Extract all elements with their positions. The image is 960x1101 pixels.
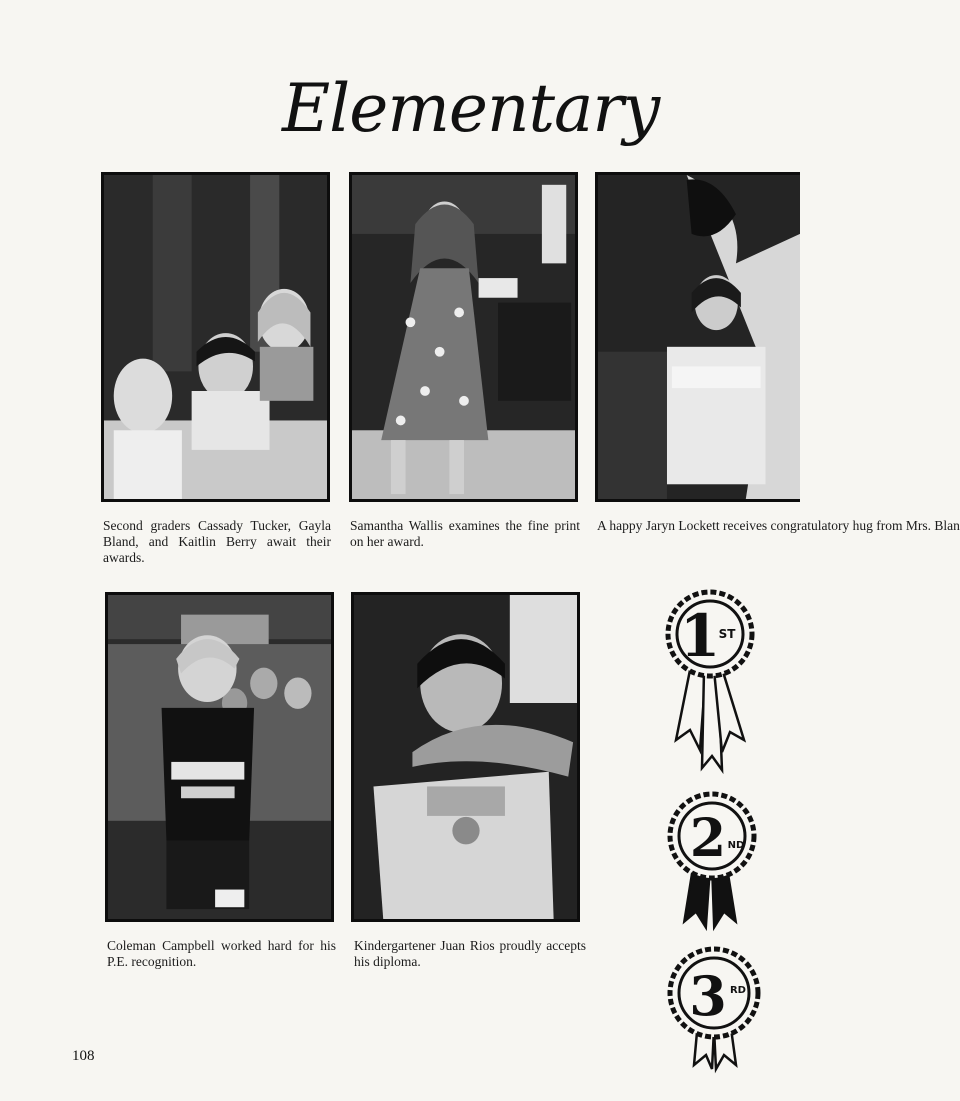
ribbon-numeral: 3: [689, 964, 727, 1028]
caption-jaryn-lockett: A happy Jaryn Lockett receives congratulatory hug from Mrs. Blan: [597, 518, 960, 533]
page-title: Elementary: [282, 70, 660, 147]
ribbon-numeral: 2: [689, 808, 727, 869]
caption-second-graders: Second graders Cassady Tucker, Gayla Bland, and Kaitlin Berry await their awards.: [103, 518, 331, 565]
caption-coleman-campbell: Coleman Campbell worked hard for his P.E. recognition.: [107, 938, 336, 969]
caption-juan-rios: Kindergartener Juan Rios proudly accepts his diploma.: [354, 938, 586, 969]
photo-samantha-wallis: [349, 172, 578, 502]
second-place-ribbon: [664, 790, 760, 930]
third-place-ribbon: [664, 945, 764, 1071]
ribbon-suffix: ST: [718, 627, 736, 641]
ribbon-numeral: 1: [679, 602, 721, 670]
photo-juan-rios: [351, 592, 580, 922]
page-number: 108: [72, 1048, 95, 1064]
photo-second-graders: [101, 172, 330, 502]
photo-jaryn-lockett: [595, 172, 800, 502]
photo-coleman-campbell: [105, 592, 334, 922]
first-place-ribbon: [662, 590, 758, 772]
ribbon-suffix: ND: [727, 840, 745, 851]
caption-samantha-wallis: Samantha Wallis examines the fine print on her award.: [350, 518, 580, 549]
ribbon-suffix: RD: [729, 985, 747, 996]
